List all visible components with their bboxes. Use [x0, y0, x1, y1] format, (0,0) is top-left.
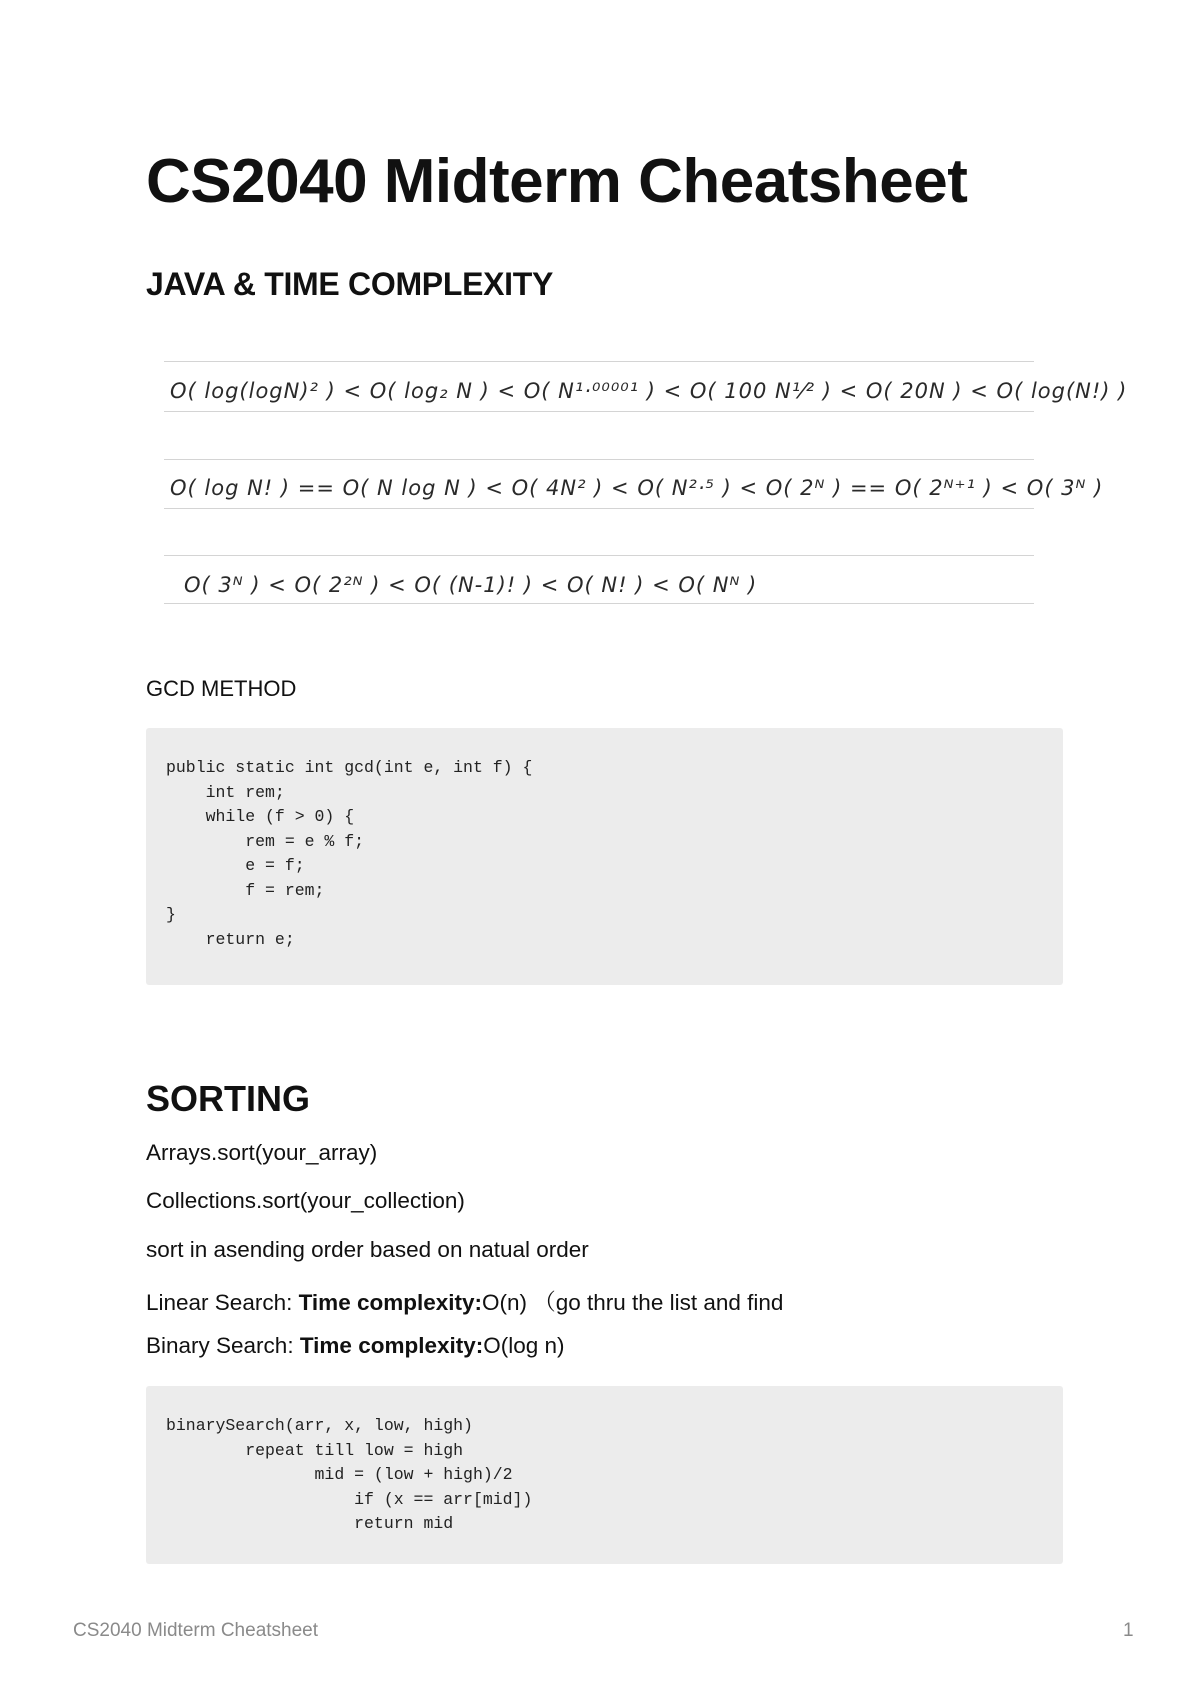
complexity-line-1: O( log(logN)² ) < O( log₂ N ) < O( N¹·⁰⁰⁰⁰¹ ) < O( 100 N¹⁄² ) < O( 20N ) < O( log(N!) )	[170, 379, 1128, 403]
footer-page-number: 1	[1123, 1620, 1134, 1641]
binary-search-bold: Time complexity:	[299, 1333, 484, 1358]
complexity-line-2: O( log N! ) == O( N log N ) < O( 4N² ) < O( N²·⁵ ) < O( 2ᴺ ) == O( 2ᴺ⁺¹ ) < O( 3ᴺ )	[170, 476, 1104, 500]
linear-search-bold: Time complexity:	[298, 1290, 482, 1315]
complexity-line-3: O( 3ᴺ ) < O( 2²ᴺ ) < O( (N-1)! ) < O( N! ) < O( Nᴺ )	[184, 573, 758, 597]
linear-search-suffix: O(n) （go thru the list and find	[482, 1290, 784, 1315]
document-title: CS2040 Midterm Cheatsheet	[146, 147, 968, 216]
linear-search-prefix: Linear Search:	[146, 1290, 299, 1315]
linear-search-line	[146, 1285, 783, 1317]
ruled-line	[164, 411, 1034, 412]
gcd-method-label: GCD METHOD	[146, 676, 297, 701]
section-heading-sorting: SORTING	[146, 1078, 311, 1119]
binary-search-line	[146, 1333, 565, 1359]
natural-order-line: sort in asending order based on natual order	[146, 1237, 589, 1262]
arrays-sort-line: Arrays.sort(your_array)	[146, 1140, 378, 1165]
ruled-line	[164, 555, 1034, 556]
binary-search-prefix: Binary Search:	[146, 1333, 300, 1358]
gcd-code-block: public static int gcd(int e, int f) { int rem; while (f > 0) { rem = e % f; e = f; f = rem; } return e;	[146, 728, 1063, 985]
binary-search-suffix: O(log n)	[483, 1333, 565, 1358]
handwritten-complexity-notes	[164, 355, 1128, 615]
collections-sort-line: Collections.sort(your_collection)	[146, 1188, 465, 1213]
section-heading-java-time-complexity: JAVA & TIME COMPLEXITY	[146, 266, 554, 302]
ruled-line	[164, 508, 1034, 509]
binary-search-code-block: binarySearch(arr, x, low, high) repeat till low = high mid = (low + high)/2 if (x == arr[mid]) return mid	[146, 1386, 1063, 1564]
ruled-line	[164, 603, 1034, 604]
footer-document-title: CS2040 Midterm Cheatsheet	[73, 1620, 319, 1641]
ruled-line	[164, 459, 1034, 460]
ruled-line	[164, 361, 1034, 362]
